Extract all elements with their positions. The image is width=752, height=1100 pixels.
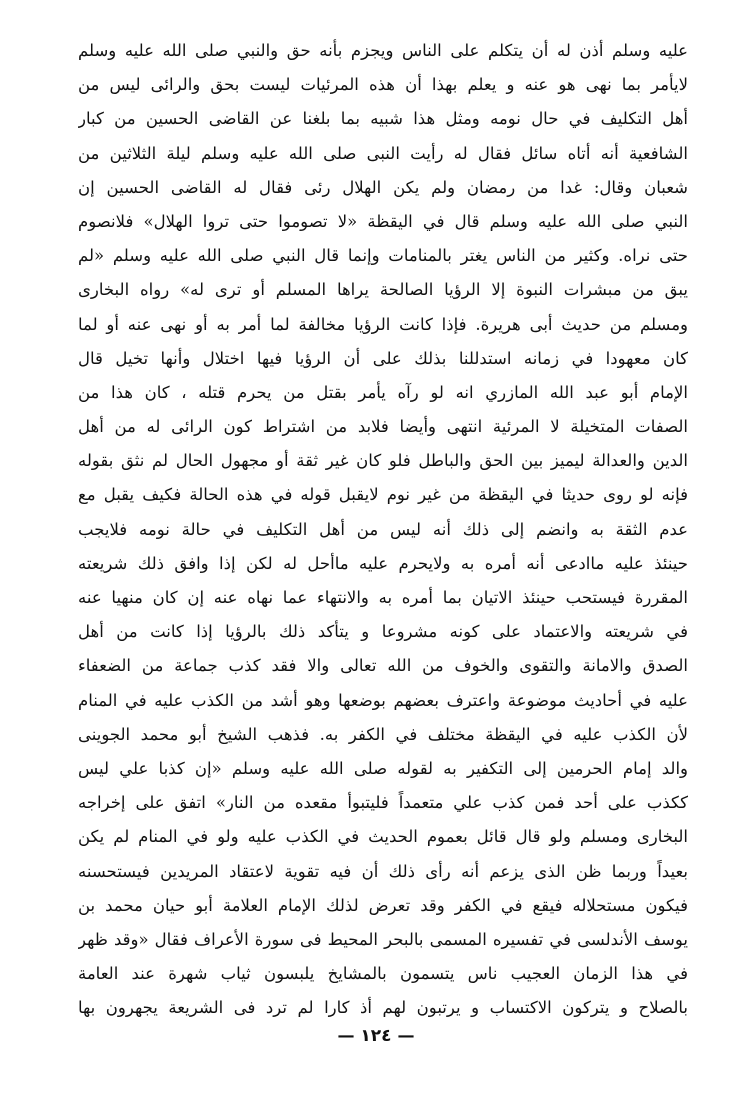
text-line: شعبان وقال: غدا من رمضان ولم يكن الهلال رئى فقال له القاضى الحسين إن [78,177,688,197]
text-line: كان معهودا في زمانه استدللنا بذلك على أن الرؤيا فيها اختلال وأنها تخيل قال [78,348,688,368]
text-line: يبق من مبشرات النبوة إلا الرؤيا الصالحة يراها المسلم أو ترى له» رواه البخارى [78,280,688,300]
text-line: ومسلم من حديث أبى هريرة. فإذا كانت الرؤيا مخالفة لما أمر به أو نهى عنه أو لما [78,314,688,334]
body-text [78,34,688,1025]
text-line: حتى نراه. وكثير من الناس يغتر بالمنامات وإنما قال النبي صلى الله عليه وسلم «لم [78,246,688,266]
text-line: عليه في أحاديث موضوعة واعترف بعضهم بوضعها وهو أشد من الكذب عليه في المنام [78,690,688,710]
text-line: الصفات المتخيلة لا المرئية انتهى وأيضا فلابد من اشتراط كون الرائى له من أهل [78,417,688,437]
text-line: يوسف الأندلسى في تفسيره المسمى بالبحر المحيط فى سورة الأعراف فقال «وقد ظهر [78,929,688,949]
text-line: فإنه لو روى حديثا في اليقظة من غير نوم لايقبل قوله في هذه الحالة فكيف يقبل مع [78,485,688,505]
text-line: عدم الثقة به وانضم إلى ذلك أنه ليس من أهل التكليف في حالة نومه فلايجب [78,519,688,539]
text-line: الصدق والامانة والتقوى والخوف من الله تعالى والا فقد كذب جماعة من الضعفاء [78,656,688,676]
text-line: الشافعية أنه أتاه سائل فقال له رأيت النبى صلى الله عليه وسلم ليلة الثلاثين من [78,143,688,163]
page-number: — ١٢٤ — [337,1026,415,1046]
text-line: حينئذ عليه ماادعى أنه أمره به ولايحرم عليه ماأحل له لكن إذا وافق ذلك شريعته [78,553,688,573]
text-line: ككذب على أحد فمن كذب علي متعمداً فليتبوأ مقعده من النار» اتفق على إخراجه [78,793,688,813]
text-line: في هذا الزمان العجيب ناس يتسمون بالمشايخ يلبسون ثياب شهرة عند العامة [78,964,688,984]
text-line: عليه وسلم أذن له أن يتكلم على الناس ويجزم بأنه حق والنبي صلى الله عليه وسلم [78,41,688,60]
text-line: لأن الكذب عليه في اليقظة مختلف في الكفر به. فذهب الشيخ أبو محمد الجوينى [78,724,688,744]
text-line: بعيداً وربما ظن الذى يزعم أنه رأى ذلك أن فيه تقوية لاعتقاد المريدين فيستحسنه [78,861,688,881]
text-line: والد إمام الحرمين إلى التكفير به لقوله صلى الله عليه وسلم «إن كذبا علي ليس [78,758,688,778]
text-line: لايأمر بما نهى هو عنه و يعلم بهذا أن هذه المرئيات ليست بحق والرائى ليس من [78,75,688,95]
text-line: النبي صلى الله عليه وسلم قال في اليقظة «لا تصوموا حتى تروا الهلال» فلانصوم [78,211,688,231]
text-line: البخارى ومسلم ولو قال قائل بعموم الحديث في الكذب عليه ولو في المنام لم يكن [78,827,688,847]
text-line: في شريعته والاعتماد على كونه مشروعا و يتأكد ذلك بالرؤيا إذا كانت من أهل [78,622,688,642]
text-line: الدين والعدالة ليميز بين الحق والباطل فلو كان غير ثقة أو مجهول الحال لم نثق بقوله [78,451,688,471]
text-line: فيكون مستحلاله فيقع في الكفر وقد تعرض لذلك الإمام العلامة أبو حيان محمد بن [78,895,688,915]
text-line: المقررة فيستحب حينئذ الاتيان بما أمره به والانتهاء عما نهاه عنه إن كان منهيا عنه [78,588,688,607]
text-line: الإمام أبو عبد الله المازري انه لو رآه يأمر بقتل من يحرم قتله ، كان هذا من [78,382,688,402]
text-line: بالصلاح و يتركون الاكتساب و يرتبون لهم أذ كارا لم ترد فى الشريعة يجهرون بها [78,998,688,1018]
text-line: أهل التكليف في حال نومه ومثل هذا شبيه بما بلغنا عن القاضى الحسين من كبار [78,109,688,129]
